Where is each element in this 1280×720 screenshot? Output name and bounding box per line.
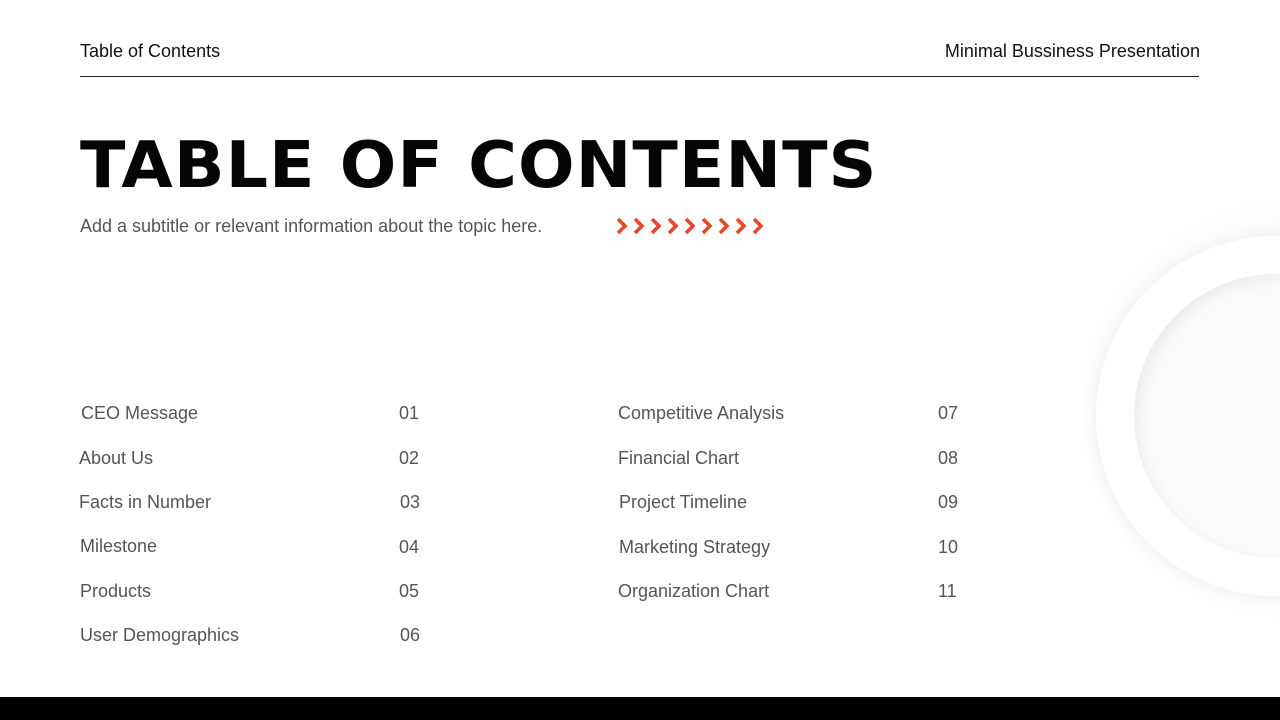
toc-item-number: 09 [938,492,959,512]
ring-inner [1134,274,1280,558]
toc-item-label[interactable]: Products [80,581,152,601]
toc-item-number: 03 [400,492,421,512]
toc-item-label[interactable]: Milestone [80,536,158,556]
chevron-right-icon [718,217,733,235]
chevron-right-icon [650,217,665,235]
toc-item-label[interactable]: Financial Chart [618,448,740,468]
decorative-ring [1040,180,1280,660]
ring-glow [1080,200,1280,620]
ring-outer [1096,236,1280,596]
chevron-right-icon [633,217,648,235]
toc-item-label[interactable]: Competitive Analysis [618,403,785,423]
toc-item-number: 10 [938,537,959,557]
toc-item-label[interactable]: Organization Chart [618,581,770,601]
chevron-right-icon [701,217,716,235]
header-section-label: Table of Contents [80,41,221,61]
toc-item-number: 05 [399,581,420,601]
chevron-right-icon [667,217,682,235]
toc-item-label[interactable]: Facts in Number [79,492,212,512]
chevron-right-icon [735,217,750,235]
header-divider [80,76,1199,77]
toc-item-label[interactable]: Marketing Strategy [619,537,771,557]
page-subtitle: Add a subtitle or relevant information about the topic here. [80,216,543,236]
page-title: TABLE OF CONTENTS [80,129,878,203]
toc-item-label[interactable]: User Demographics [80,625,240,645]
chevron-right-icon [684,217,699,235]
chevron-right-icon [616,217,631,235]
toc-item-label[interactable]: Project Timeline [619,492,748,512]
toc-item-number: 04 [399,537,420,557]
toc-item-label[interactable]: About Us [79,448,154,468]
toc-item-number: 06 [400,625,421,645]
footer-bar [0,697,1280,720]
toc-item-number: 11 [938,581,957,601]
toc-item-number: 02 [399,448,420,468]
chevron-right-icon [752,217,767,235]
toc-item-number: 01 [399,403,420,423]
toc-item-label[interactable]: CEO Message [81,403,199,423]
toc-item-number: 07 [938,403,959,423]
header-presentation-name: Minimal Bussiness Presentation [944,41,1200,61]
toc-item-number: 08 [938,448,959,468]
chevron-decoration [616,217,767,237]
